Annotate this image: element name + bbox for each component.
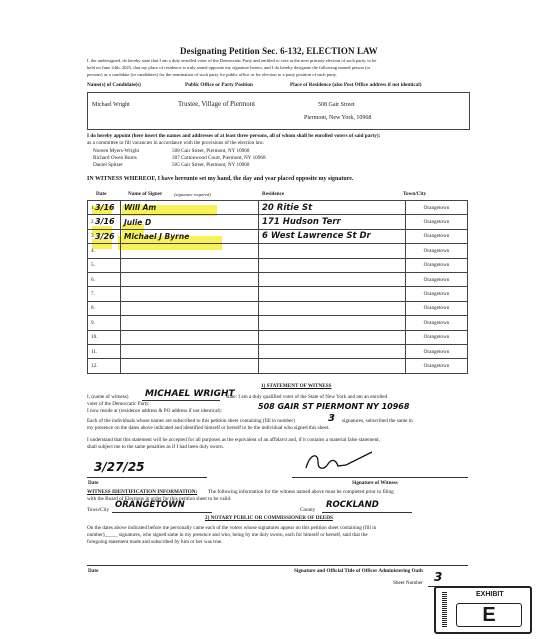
row-number: 2. (88, 215, 121, 229)
table-row (88, 244, 468, 258)
petition-title: Designating Petition Sec. 6-132, ELECTION LAW (180, 46, 378, 56)
committee-intro: I do hereby appoint (here insert the names and addresses of at least three persons, all of whom shall be enrolled voters of said party): (87, 133, 381, 139)
witness-id-text: The following information for the witness named above must be completed prior to filing (208, 489, 394, 495)
notary-line-2: number)_____ signatures, who signed same in my presence and who, being by me duly sworn, each for himself or herself, said that the (87, 532, 368, 538)
signer-town: Orangetown (406, 301, 468, 315)
signer-town: Orangetown (406, 316, 468, 330)
table-row (88, 258, 468, 272)
table-row (88, 229, 468, 243)
row-number: 4. (88, 244, 121, 258)
witness-signature (300, 448, 380, 480)
witness-signature-line (292, 477, 468, 478)
committee-name-2: Richard Owen Burns (93, 155, 137, 161)
intro-line-1: I, the undersigned, do hereby state that I am a duly enrolled voter of the Democratic Party and entitled to vote at the next primary election of such party, to be (87, 58, 377, 63)
witness-name-line (142, 400, 220, 401)
witness-line-1-post: state: I am a duly qualified voter of the State of New York and am an enrolled (226, 394, 388, 400)
signer-town: Orangetown (406, 330, 468, 344)
signer-name: Julie D (121, 215, 259, 229)
signer-name: Michael J Byrne (121, 229, 259, 243)
county-handwritten: ROCKLAND (326, 500, 379, 510)
committee-name-3: Daniel Spitzer (93, 162, 123, 168)
witness-count-handwritten: 3 (328, 413, 335, 424)
row-number: 5. (88, 258, 121, 272)
signature-table (87, 200, 468, 374)
header-residence: Place of Residence (also Post Office address if not identical) (290, 82, 422, 88)
witness-line-6: I understand that this statement will be accepted for all purposes as the equivalent of an affidavit and, if it contains a material false statement, (87, 437, 380, 443)
statement-heading: 1) STATEMENT OF WITNESS (261, 383, 332, 389)
signer-name (121, 330, 259, 344)
exhibit-side-strip (442, 592, 447, 628)
signer-town: Orangetown (406, 287, 468, 301)
table-row (88, 272, 468, 286)
table-row (88, 316, 468, 330)
signer-town: Orangetown (406, 244, 468, 258)
sheet-number-handwritten: 3 (434, 570, 443, 584)
witness-id-text-2: with the Board of Elections in order for this petition sheet to be valid. (87, 496, 232, 502)
witness-whereof: IN WITNESS WHEREOF, I have hereunto set my hand, the day and year placed opposite my signature. (87, 176, 354, 182)
row-number: 8. (88, 301, 121, 315)
row-number: 9. (88, 316, 121, 330)
signer-town: Orangetown (406, 258, 468, 272)
notary-signature-label: Signature and Official Title of Officer Administering Oath (294, 568, 423, 574)
signer-residence: 20 Ritie St (259, 201, 406, 215)
candidate-address-2: Piermont, New York, 10968 (304, 115, 372, 121)
table-row (88, 301, 468, 315)
signer-town: Orangetown (406, 229, 468, 243)
signer-date: 3/26 (95, 231, 115, 241)
candidate-name: Michael Wright (92, 102, 130, 108)
signer-name (121, 359, 259, 373)
row-number: 12. (88, 359, 121, 373)
signer-residence (259, 258, 406, 272)
committee-address-3: 505 Gair Street, Piermont, NY 10968 (172, 162, 250, 168)
witness-name-handwritten: MICHAEL WRIGHT (145, 389, 235, 399)
witness-id-heading: WITNESS IDENTIFICATION INFORMATION: (87, 489, 198, 495)
committee-address-1: 508 Gair Street, Piermont, NY 10968 (172, 148, 250, 154)
sheet-number-label: Sheet Number (393, 580, 423, 586)
intro-line-2: held on June 24th, 2025, that my place of residence is truly stated opposite my signature hereto, and I do hereby designate the following named person (or (87, 65, 371, 70)
row-number: 3. (88, 229, 121, 243)
witness-line-3: I now reside at (residence address & PO address if not identical): (87, 408, 222, 414)
witness-line-7: shall subject me to the same penalties as if I had been duly sworn. (87, 444, 224, 450)
signer-residence: 171 Hudson Terr (259, 215, 406, 229)
committee-address-2: 307 Cottonwood Court, Piermont, NY 10968 (172, 155, 266, 161)
col-header-residence: Residence (262, 191, 285, 197)
table-row (88, 215, 468, 229)
candidate-office: Trustee, Village of Piermont (178, 101, 255, 108)
signer-name (121, 301, 259, 315)
town-handwritten: ORANGETOWN (115, 500, 185, 510)
notary-line-1: On the dates above indicated before me personally came each of the voters whose signatures appear on this petition sheet containing (fill in (87, 525, 377, 531)
signer-town: Orangetown (406, 359, 468, 373)
signer-town: Orangetown (406, 201, 468, 215)
witness-line-5: my presence on the dates above indicated and identified himself or herself to be the individual who signed this sheet. (87, 425, 330, 431)
signer-residence (259, 344, 406, 358)
table-row (88, 359, 468, 373)
signer-residence: 6 West Lawrence St Dr (259, 229, 406, 243)
signer-name: Will Am (121, 201, 259, 215)
signer-residence (259, 359, 406, 373)
table-row (88, 201, 468, 215)
table-row (88, 330, 468, 344)
col-header-name: Name of Signer (128, 191, 163, 197)
table-row (88, 344, 468, 358)
notary-heading: 2) NOTARY PUBLIC OR COMMISSIONER OF DEEDS (205, 515, 333, 521)
town-label: Town/City (87, 507, 110, 513)
row-number: 11. (88, 344, 121, 358)
witness-date-handwritten: 3/27/25 (94, 460, 145, 474)
signer-residence (259, 287, 406, 301)
county-line (322, 512, 412, 513)
committee-name-1: Noreen Myers-Wright (93, 148, 140, 154)
notary-date-label: Date (88, 568, 99, 574)
witness-line-4-post: signatures, subscribed the same in (342, 418, 413, 424)
signer-residence (259, 244, 406, 258)
intro-line-3: persons) as a candidate (or candidates) for the nomination of such party for public office or for election to a party position of such party. (87, 72, 338, 77)
col-header-date: Date (96, 191, 107, 197)
signer-residence (259, 301, 406, 315)
signer-town: Orangetown (406, 344, 468, 358)
date-label: Date (88, 480, 99, 486)
signer-residence (259, 316, 406, 330)
header-candidate-name: Name(s) of Candidate(s) (87, 82, 141, 88)
exhibit-label: EXHIBIT (476, 591, 504, 598)
col-header-name-note: (signature required) (174, 192, 211, 197)
notary-line-3: foregoing statement made and subscribed by him or her was true. (87, 539, 223, 545)
col-header-town: Town/City (403, 191, 427, 197)
row-number: 6. (88, 272, 121, 286)
date-line (87, 477, 207, 478)
signer-name (121, 258, 259, 272)
witness-address-handwritten: 508 GAIR ST PIERMONT NY 10968 (258, 402, 410, 411)
signer-town: Orangetown (406, 272, 468, 286)
witness-line-1-pre: I, (name of witness) (87, 394, 129, 400)
signer-name (121, 316, 259, 330)
witness-line-2: voter of the Democratic Party. (87, 401, 150, 407)
signer-name (121, 344, 259, 358)
signer-residence (259, 330, 406, 344)
signer-name (121, 287, 259, 301)
row-number: 7. (88, 287, 121, 301)
signer-date: 3/16 (95, 217, 115, 227)
table-row (88, 287, 468, 301)
candidate-box (87, 92, 470, 130)
signer-name (121, 244, 259, 258)
signer-town: Orangetown (406, 215, 468, 229)
signer-date: 3/16 (95, 203, 115, 212)
header-office: Public Office or Party Position (185, 82, 253, 88)
committee-intro-2: as a committee to fill vacancies in accordance with the provisions of the election law. (87, 140, 264, 146)
county-label: County (300, 507, 316, 513)
candidate-address-1: 508 Gair Street (318, 102, 355, 108)
signer-name (121, 272, 259, 286)
row-number: 10. (88, 330, 121, 344)
witness-line-4-pre: Each of the individuals whose names are subscribed to this petition sheet containing (fill in number) (87, 418, 295, 424)
exhibit-letter: E (456, 603, 522, 627)
row-number: 1. (88, 201, 121, 215)
exhibit-sticker (434, 586, 532, 634)
notary-line (87, 565, 468, 566)
signature-witness-label: Signature of Witness (352, 480, 398, 486)
signer-residence (259, 272, 406, 286)
town-line (112, 512, 212, 513)
